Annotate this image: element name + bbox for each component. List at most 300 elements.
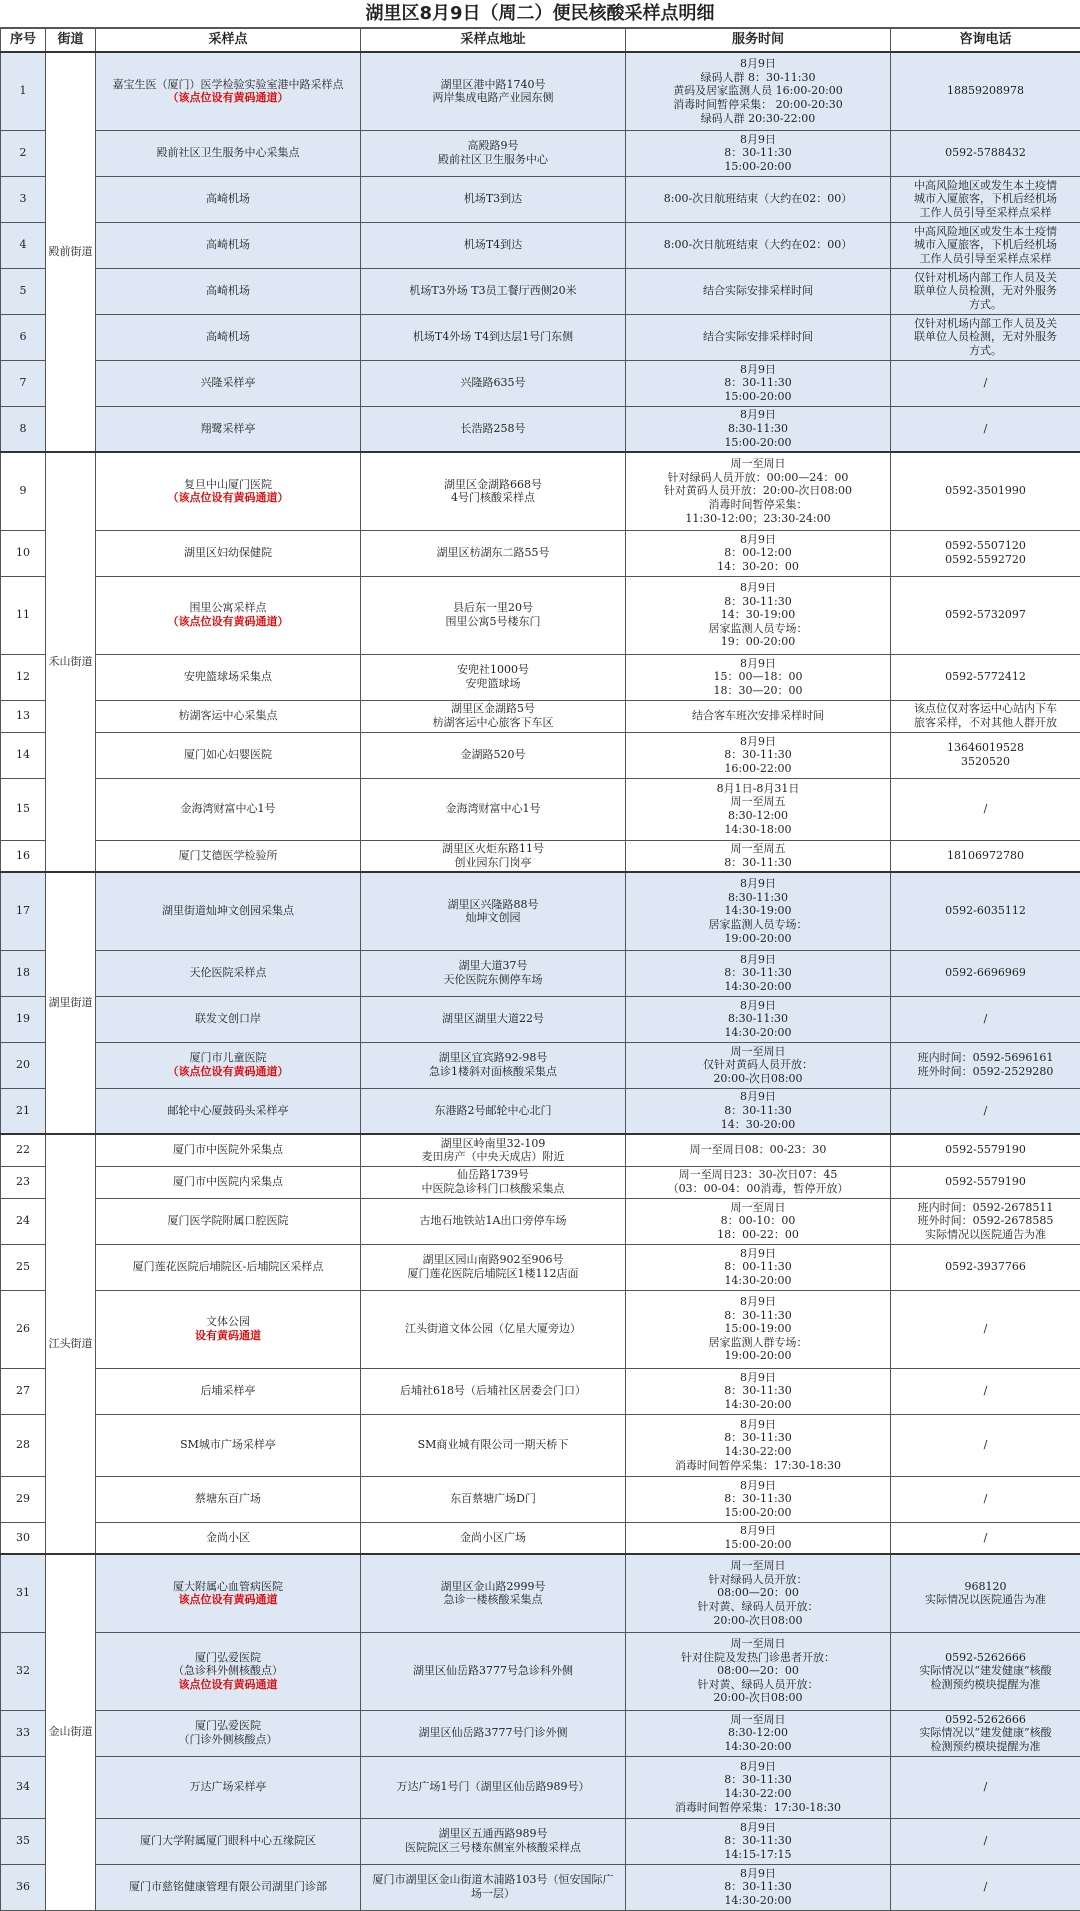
address-line: 湖里区金山路2999号 xyxy=(363,1580,623,1594)
time-line: 周一至周日 xyxy=(628,457,888,471)
site-name-cell xyxy=(96,1710,361,1756)
time-line: 14：30-20：00 xyxy=(628,560,888,574)
phone-line: 方式。 xyxy=(893,344,1078,358)
site-name-cell xyxy=(96,1290,361,1368)
time-line: 11:30-12:00；23:30-24:00 xyxy=(628,512,888,526)
time-line: 结合实际安排采样时间 xyxy=(628,284,888,298)
row-number: 33 xyxy=(1,1710,46,1756)
street-cell: 金山街道 xyxy=(46,1554,96,1910)
phone-cell xyxy=(891,406,1080,452)
row-number: 11 xyxy=(1,576,46,654)
phone-line: 0592-6696969 xyxy=(893,966,1078,980)
phone-line: 18106972780 xyxy=(893,849,1078,863)
address-line: 湖里区金湖路668号 xyxy=(363,478,623,492)
site-name: 湖里街道灿坤文创园采集点 xyxy=(98,904,358,918)
time-line: 8月9日 xyxy=(628,877,888,891)
time-line: 15:00-20:00 xyxy=(628,390,888,404)
address-line: 湖里大道37号 xyxy=(363,959,623,973)
row-number: 13 xyxy=(1,700,46,732)
address-line: 天伦医院东侧停车场 xyxy=(363,973,623,987)
site-address-cell xyxy=(361,1042,626,1088)
site-name: 蔡塘东百广场 xyxy=(98,1492,358,1506)
service-time-cell xyxy=(626,452,891,530)
time-line: 8：30-11:30 xyxy=(628,146,888,160)
site-name-cell xyxy=(96,1818,361,1864)
phone-cell xyxy=(891,1756,1080,1818)
site-name: 厦门如心妇婴医院 xyxy=(98,748,358,762)
table-row xyxy=(1,1710,1080,1756)
phone-cell xyxy=(891,840,1080,872)
site-name: 厦门市慈铭健康管理有限公司湖里门诊部 xyxy=(98,1880,358,1894)
time-line: 居家监测人员专场： xyxy=(628,622,888,636)
site-name: 厦大附属心血管病医院 xyxy=(98,1580,358,1594)
site-name: 厦门市中医院外采集点 xyxy=(98,1143,358,1157)
row-number: 26 xyxy=(1,1290,46,1368)
time-line: 绿码人群 8：30-11:30 xyxy=(628,71,888,85)
time-line: 针对住院及发热门诊患者开放： xyxy=(628,1651,888,1665)
time-line: 18：00-22：00 xyxy=(628,1228,888,1242)
site-name: 厦门弘爱医院 xyxy=(98,1719,358,1733)
site-name: 翔鹭采样亭 xyxy=(98,422,358,436)
phone-line: 0592-5579190 xyxy=(893,1175,1078,1189)
phone-cell xyxy=(891,1710,1080,1756)
table-row xyxy=(1,654,1080,700)
row-number: 21 xyxy=(1,1088,46,1134)
site-name-cell xyxy=(96,1166,361,1198)
site-address-cell xyxy=(361,52,626,130)
street-cell: 湖里街道 xyxy=(46,872,96,1134)
site-name: 殿前社区卫生服务中心采集点 xyxy=(98,146,358,160)
phone-cell xyxy=(891,1198,1080,1244)
site-name-cell xyxy=(96,268,361,314)
site-name-cell xyxy=(96,700,361,732)
site-address-cell xyxy=(361,1198,626,1244)
service-time-cell xyxy=(626,1414,891,1476)
time-line: 8月9日 xyxy=(628,1524,888,1538)
site-address-cell xyxy=(361,176,626,222)
site-name-cell xyxy=(96,1042,361,1088)
service-time-cell xyxy=(626,1166,891,1198)
phone-line: 班外时间：0592-2529280 xyxy=(893,1065,1078,1079)
phone-cell xyxy=(891,996,1080,1042)
service-time-cell xyxy=(626,576,891,654)
time-line: 15:00-20:00 xyxy=(628,160,888,174)
phone-line: 0592-3937766 xyxy=(893,1260,1078,1274)
phone-line: 城市入厦旅客，下机后经机场 xyxy=(893,192,1078,206)
service-time-cell xyxy=(626,654,891,700)
time-line: 15:00-19:00 xyxy=(628,1322,888,1336)
site-address-cell xyxy=(361,1818,626,1864)
site-address-cell xyxy=(361,268,626,314)
phone-line: / xyxy=(893,1492,1078,1506)
address-line: 高殿路9号 xyxy=(363,139,623,153)
phone-line: 旅客采样，不对其他人群开放 xyxy=(893,716,1078,730)
service-time-cell xyxy=(626,1476,891,1522)
phone-line: 18859208978 xyxy=(893,84,1078,98)
time-line: 14:30-20:00 xyxy=(628,1740,888,1754)
time-line: 8：30-11:30 xyxy=(628,748,888,762)
table-row xyxy=(1,1290,1080,1368)
time-line: 8：30-11:30 xyxy=(628,1880,888,1894)
row-number: 8 xyxy=(1,406,46,452)
service-time-cell xyxy=(626,314,891,360)
site-name: 天伦医院采样点 xyxy=(98,966,358,980)
time-line: 8月9日 xyxy=(628,1479,888,1493)
address-line: 医院院区三号楼东侧室外核酸采样点 xyxy=(363,1841,623,1855)
address-line: 东港路2号邮轮中心北门 xyxy=(363,1104,623,1118)
row-number: 3 xyxy=(1,176,46,222)
site-address-cell xyxy=(361,654,626,700)
phone-cell xyxy=(891,1414,1080,1476)
phone-line: 班内时间：0592-5696161 xyxy=(893,1051,1078,1065)
site-address-cell xyxy=(361,222,626,268)
site-name: 湖里区妇幼保健院 xyxy=(98,546,358,560)
row-number: 32 xyxy=(1,1632,46,1710)
time-line: 15:00-20:00 xyxy=(628,1506,888,1520)
time-line: 8月9日 xyxy=(628,953,888,967)
site-name-cell xyxy=(96,732,361,778)
time-line: 消毒时间暂停采集：17:30-18:30 xyxy=(628,1459,888,1473)
service-time-cell xyxy=(626,1088,891,1134)
site-name-cell xyxy=(96,1414,361,1476)
phone-cell xyxy=(891,576,1080,654)
table-row xyxy=(1,1244,1080,1290)
time-line: 周一至周日 xyxy=(628,1713,888,1727)
time-line: 8:00-次日航班结束（大约在02：00） xyxy=(628,238,888,252)
phone-line: 仅针对机场内部工作人员及关 xyxy=(893,271,1078,285)
table-row xyxy=(1,950,1080,996)
address-line: 湖里区湖里大道22号 xyxy=(363,1012,623,1026)
site-name-cell xyxy=(96,406,361,452)
table-row xyxy=(1,1632,1080,1710)
phone-line: 工作人员引导至采样点采样 xyxy=(893,206,1078,220)
address-line: 兴隆路635号 xyxy=(363,376,623,390)
phone-line: / xyxy=(893,376,1078,390)
header-address: 采样点地址 xyxy=(361,29,626,53)
time-line: 周一至周日 xyxy=(628,1045,888,1059)
site-address-cell xyxy=(361,1864,626,1910)
site-address-cell xyxy=(361,1134,626,1166)
service-time-cell xyxy=(626,52,891,130)
site-name: 厦门市中医院内采集点 xyxy=(98,1175,358,1189)
service-time-cell xyxy=(626,222,891,268)
site-address-cell xyxy=(361,406,626,452)
table-row xyxy=(1,700,1080,732)
time-line: 15:00-20:00 xyxy=(628,1538,888,1552)
site-address-cell xyxy=(361,1088,626,1134)
row-number: 5 xyxy=(1,268,46,314)
row-number: 22 xyxy=(1,1134,46,1166)
site-name: 围里公寓采样点 xyxy=(98,601,358,615)
time-line: 8:30-12:00 xyxy=(628,809,888,823)
time-line: 14:30-20:00 xyxy=(628,1894,888,1908)
service-time-cell xyxy=(626,530,891,576)
time-line: 8月9日 xyxy=(628,363,888,377)
phone-line: 班外时间：0592-2678585 xyxy=(893,1214,1078,1228)
address-line: 金海湾财富中心1号 xyxy=(363,802,623,816)
time-line: 8：30-11:30 xyxy=(628,1309,888,1323)
time-line: 14:30-22:00 xyxy=(628,1787,888,1801)
phone-line: 实际情况以医院通告为准 xyxy=(893,1228,1078,1242)
site-name: 厦门艾德医学检验所 xyxy=(98,849,358,863)
row-number: 29 xyxy=(1,1476,46,1522)
phone-line: 中高风险地区或发生本土疫情 xyxy=(893,225,1078,239)
table-row xyxy=(1,1864,1080,1910)
site-name-cell xyxy=(96,52,361,130)
phone-cell xyxy=(891,452,1080,530)
phone-line: 实际情况以医院通告为准 xyxy=(893,1593,1078,1607)
site-address-cell xyxy=(361,1554,626,1632)
time-line: 08:00—20：00 xyxy=(628,1586,888,1600)
site-address-cell xyxy=(361,1290,626,1368)
site-address-cell xyxy=(361,700,626,732)
phone-line: 实际情况以“建发健康”核酸 xyxy=(893,1726,1078,1740)
phone-cell xyxy=(891,1166,1080,1198)
site-name-cell xyxy=(96,1088,361,1134)
site-address-cell xyxy=(361,996,626,1042)
header-site: 采样点 xyxy=(96,29,361,53)
service-time-cell xyxy=(626,1632,891,1710)
phone-cell xyxy=(891,872,1080,950)
table-row xyxy=(1,1414,1080,1476)
time-line: 绿码人群 20:30-22:00 xyxy=(628,112,888,126)
phone-cell xyxy=(891,52,1080,130)
phone-cell xyxy=(891,654,1080,700)
site-name-cell xyxy=(96,222,361,268)
site-name-cell xyxy=(96,950,361,996)
address-line: 湖里区枋湖东二路55号 xyxy=(363,546,623,560)
site-name: （门诊外侧核酸点） xyxy=(98,1733,358,1747)
service-time-cell xyxy=(626,872,891,950)
time-line: 周一至周日 xyxy=(628,1637,888,1651)
service-time-cell xyxy=(626,1290,891,1368)
site-name: 万达广场采样亭 xyxy=(98,1780,358,1794)
site-name: 安兜篮球场采集点 xyxy=(98,670,358,684)
site-address-cell xyxy=(361,840,626,872)
row-number: 35 xyxy=(1,1818,46,1864)
time-line: 8:30-11:30 xyxy=(628,422,888,436)
phone-line: 968120 xyxy=(893,1580,1078,1594)
address-line: 湖里区园山南路902至906号 xyxy=(363,1253,623,1267)
time-line: 针对绿码人员开放： xyxy=(628,1573,888,1587)
address-line: 机场T3外场 T3员工餐厅西侧20米 xyxy=(363,284,623,298)
time-line: 8月9日 xyxy=(628,533,888,547)
phone-line: / xyxy=(893,1104,1078,1118)
table-row xyxy=(1,1166,1080,1198)
time-line: 20:00-次日08:00 xyxy=(628,1691,888,1705)
table-row xyxy=(1,732,1080,778)
row-number: 36 xyxy=(1,1864,46,1910)
table-row xyxy=(1,872,1080,950)
service-time-cell xyxy=(626,840,891,872)
site-name-cell xyxy=(96,452,361,530)
time-line: 结合客车班次安排采样时间 xyxy=(628,709,888,723)
time-line: 针对黄、绿码人员开放： xyxy=(628,1678,888,1692)
site-name-cell xyxy=(96,996,361,1042)
phone-line: 检测预约模块提醒为准 xyxy=(893,1740,1078,1754)
address-line: 创业园东门岗亭 xyxy=(363,856,623,870)
service-time-cell xyxy=(626,1554,891,1632)
time-line: 20:00-次日08:00 xyxy=(628,1072,888,1086)
table-row xyxy=(1,52,1080,130)
table-row xyxy=(1,314,1080,360)
row-number: 19 xyxy=(1,996,46,1042)
time-line: 8:30-12:00 xyxy=(628,1726,888,1740)
service-time-cell xyxy=(626,1042,891,1088)
site-name: 厦门大学附属厦门眼科中心五缘院区 xyxy=(98,1834,358,1848)
row-number: 14 xyxy=(1,732,46,778)
address-line: 湖里区兴隆路88号 xyxy=(363,898,623,912)
time-line: 黄码及居家监测人员 16:00-20:00 xyxy=(628,84,888,98)
table-row xyxy=(1,530,1080,576)
phone-line: 0592-6035112 xyxy=(893,904,1078,918)
address-line: 长浩路258号 xyxy=(363,422,623,436)
service-time-cell xyxy=(626,360,891,406)
time-line: 8:00-次日航班结束（大约在02：00） xyxy=(628,192,888,206)
time-line: 8：30-11:30 xyxy=(628,1104,888,1118)
row-number: 10 xyxy=(1,530,46,576)
site-name: 联发文创口岸 xyxy=(98,1012,358,1026)
address-line: 安兜篮球场 xyxy=(363,677,623,691)
site-name: 嘉宝生医（厦门）医学检验实验室港中路采样点 xyxy=(98,78,358,92)
address-line: 湖里区仙岳路3777号急诊科外侧 xyxy=(363,1664,623,1678)
phone-line: / xyxy=(893,1012,1078,1026)
table-row xyxy=(1,1198,1080,1244)
site-name: 高崎机场 xyxy=(98,330,358,344)
time-line: 8：30-11:30 xyxy=(628,595,888,609)
address-line: 金尚小区广场 xyxy=(363,1531,623,1545)
time-line: 8月9日 xyxy=(628,1760,888,1774)
site-name-cell xyxy=(96,778,361,840)
row-number: 18 xyxy=(1,950,46,996)
phone-cell xyxy=(891,130,1080,176)
site-address-cell xyxy=(361,1244,626,1290)
time-line: 08:00—20：00 xyxy=(628,1664,888,1678)
phone-cell xyxy=(891,360,1080,406)
site-address-cell xyxy=(361,576,626,654)
time-line: 8：30-11:30 xyxy=(628,376,888,390)
phone-cell xyxy=(891,222,1080,268)
time-line: 8：30-11:30 xyxy=(628,1492,888,1506)
row-number: 6 xyxy=(1,314,46,360)
site-name-cell xyxy=(96,530,361,576)
time-line: 19:00-20:00 xyxy=(628,932,888,946)
site-address-cell xyxy=(361,1756,626,1818)
row-number: 27 xyxy=(1,1368,46,1414)
time-line: 周一至周日08：00-23：30 xyxy=(628,1143,888,1157)
service-time-cell xyxy=(626,1134,891,1166)
phone-line: / xyxy=(893,1531,1078,1545)
site-name-cell xyxy=(96,840,361,872)
row-number: 1 xyxy=(1,52,46,130)
street-cell: 禾山街道 xyxy=(46,452,96,872)
time-line: （03：00-04：00消毒，暂停开放） xyxy=(628,1182,888,1196)
address-line: 厦门莲花医院后埔院区1楼112店面 xyxy=(363,1267,623,1281)
time-line: 8：30-11:30 xyxy=(628,856,888,870)
phone-cell xyxy=(891,314,1080,360)
address-line: 江头街道文体公园（亿星大厦旁边） xyxy=(363,1322,623,1336)
row-number: 15 xyxy=(1,778,46,840)
service-time-cell xyxy=(626,1756,891,1818)
phone-cell xyxy=(891,1088,1080,1134)
address-line: SM商业城有限公司一期天桥下 xyxy=(363,1438,623,1452)
time-line: 8月9日 xyxy=(628,1821,888,1835)
site-name: 枋湖客运中心采集点 xyxy=(98,709,358,723)
table-body xyxy=(1,52,1080,1910)
phone-cell xyxy=(891,1864,1080,1910)
site-address-cell xyxy=(361,1522,626,1554)
phone-cell xyxy=(891,1554,1080,1632)
time-line: 针对绿码人员开放：00:00—24：00 xyxy=(628,471,888,485)
row-number: 9 xyxy=(1,452,46,530)
phone-line: 0592-5262666 xyxy=(893,1651,1078,1665)
table-row xyxy=(1,130,1080,176)
phone-line: 实际情况以“建发健康”核酸 xyxy=(893,1664,1078,1678)
time-line: 8月9日 xyxy=(628,1090,888,1104)
address-line: 场一层） xyxy=(363,1887,623,1901)
row-number: 20 xyxy=(1,1042,46,1088)
site-name: 金尚小区 xyxy=(98,1531,358,1545)
time-line: 8:30-11:30 xyxy=(628,891,888,905)
site-name: 厦门弘爱医院 xyxy=(98,1651,358,1665)
phone-line: 检测预约模块提醒为准 xyxy=(893,1678,1078,1692)
service-time-cell xyxy=(626,130,891,176)
phone-cell xyxy=(891,1134,1080,1166)
time-line: 14:30-19:00 xyxy=(628,904,888,918)
site-name: 兴隆采样亭 xyxy=(98,376,358,390)
service-time-cell xyxy=(626,176,891,222)
phone-cell xyxy=(891,530,1080,576)
time-line: 15：00—18：00 xyxy=(628,670,888,684)
site-name-cell xyxy=(96,1134,361,1166)
phone-line: / xyxy=(893,1322,1078,1336)
service-time-cell xyxy=(626,732,891,778)
time-line: 14:15-17:15 xyxy=(628,1848,888,1862)
time-line: 8月9日 xyxy=(628,1418,888,1432)
table-row xyxy=(1,176,1080,222)
service-time-cell xyxy=(626,1368,891,1414)
site-name-cell xyxy=(96,360,361,406)
address-line: 安兜社1000号 xyxy=(363,663,623,677)
address-line: 急诊1楼斜对面核酸采集点 xyxy=(363,1065,623,1079)
table-row xyxy=(1,1476,1080,1522)
phone-cell xyxy=(891,1818,1080,1864)
site-name-cell xyxy=(96,1198,361,1244)
time-line: 19：00-20:00 xyxy=(628,635,888,649)
address-line: 麦田房产（中央天成店）附近 xyxy=(363,1150,623,1164)
address-line: 机场T4外场 T4到达层1号门东侧 xyxy=(363,330,623,344)
time-line: 8月9日 xyxy=(628,735,888,749)
time-line: 周一至周五 xyxy=(628,795,888,809)
phone-cell xyxy=(891,778,1080,840)
row-number: 2 xyxy=(1,130,46,176)
phone-cell xyxy=(891,176,1080,222)
phone-line: / xyxy=(893,422,1078,436)
table-row xyxy=(1,1042,1080,1088)
address-line: 急诊一楼核酸采集点 xyxy=(363,1593,623,1607)
service-time-cell xyxy=(626,996,891,1042)
time-line: 8月9日 xyxy=(628,1867,888,1881)
time-line: 8月9日 xyxy=(628,408,888,422)
phone-cell xyxy=(891,268,1080,314)
phone-cell xyxy=(891,1632,1080,1710)
site-name: 文体公园 xyxy=(98,1315,358,1329)
address-line: 湖里区金湖路5号 xyxy=(363,702,623,716)
table-row xyxy=(1,1088,1080,1134)
time-line: 14:30-22:00 xyxy=(628,1445,888,1459)
time-line: 8:30-11:30 xyxy=(628,1012,888,1026)
time-line: 8月9日 xyxy=(628,581,888,595)
